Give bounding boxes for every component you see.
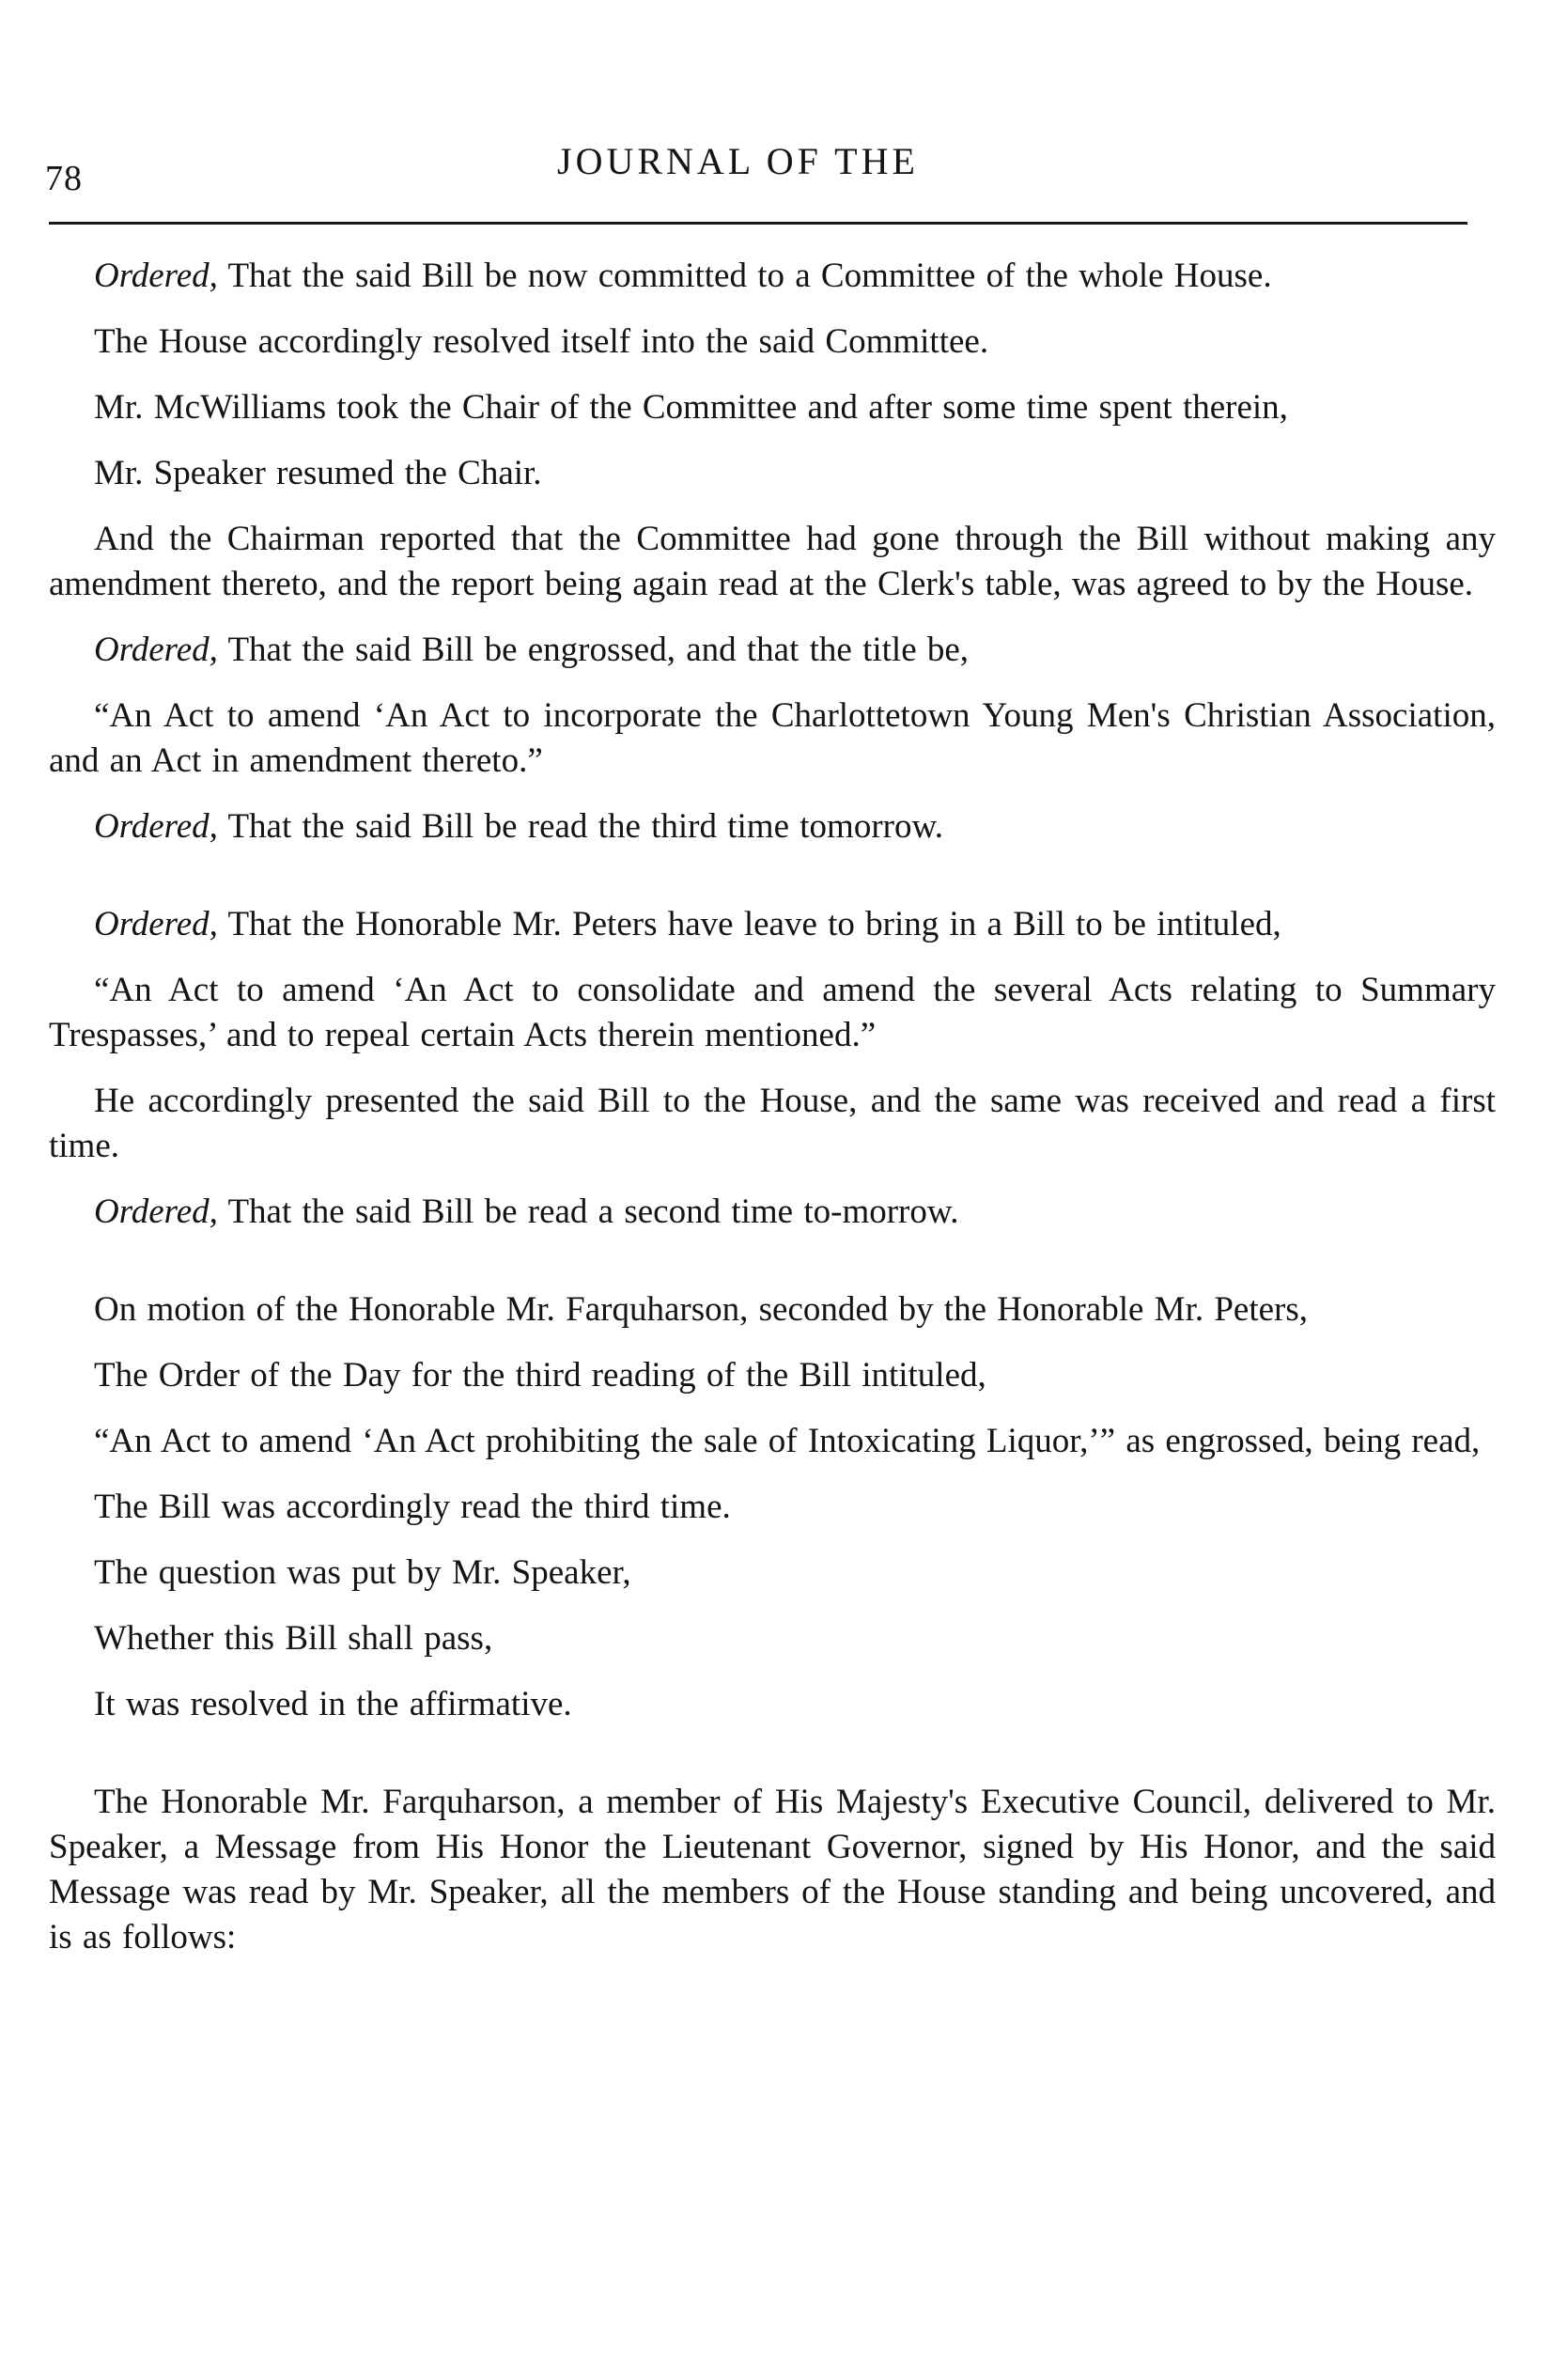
paragraph-third-reading — [49, 804, 1496, 849]
paragraph-message-delivered — [49, 1780, 1496, 1960]
ordered-label: Ordered, — [94, 631, 218, 669]
paragraph-text: It was resolved in the affirmative. — [94, 1685, 572, 1723]
paragraph-order-of-day — [49, 1353, 1496, 1398]
paragraph-act-title-trespasses — [49, 968, 1496, 1058]
page-number: 78 — [45, 159, 83, 198]
paragraph-text: And the Chairman reported that the Committee had gone through the Bill without making any amendment thereto, and the report being again read at the Clerk's table, was agreed to by the House. — [49, 520, 1496, 603]
ordered-label: Ordered, — [94, 1192, 218, 1231]
paragraph-act-title-liquor — [49, 1419, 1496, 1464]
paragraph-text: The House accordingly resolved itself into the said Committee. — [94, 322, 989, 361]
paragraph-engrossed — [49, 628, 1496, 673]
paragraph-text: The Honorable Mr. Farquharson, a member of His Majesty's Executive Council, delivered to Mr. Speaker, a Message from His Honor the Lieutenant Governor, signed by His Honor, and the said Message was read by Mr. Speaker, all the members of the House standing and being uncovered, and is as follows: — [49, 1783, 1496, 1956]
ordered-label: Ordered, — [94, 905, 218, 943]
paragraph-text: On motion of the Honorable Mr. Farquharson, seconded by the Honorable Mr. Peters, — [94, 1290, 1309, 1329]
paragraph-text: “An Act to amend ‘An Act to incorporate the Charlottetown Young Men's Christian Association, and an Act in amendment thereto.” — [49, 696, 1496, 780]
paragraph-text: Mr. McWilliams took the Chair of the Committee and after some time spent therein, — [94, 388, 1288, 427]
paragraph-motion — [49, 1287, 1496, 1333]
journal-body — [49, 254, 1496, 1960]
paragraph-text: That the Honorable Mr. Peters have leave to bring in a Bill to be intituled, — [217, 905, 1281, 943]
paragraph-speaker-resumed — [49, 451, 1496, 496]
paragraph-text: That the said Bill be read a second time to-morrow. — [217, 1192, 959, 1231]
paragraph-resolved-committee — [49, 320, 1496, 365]
paragraph-act-title-ymca — [49, 694, 1496, 784]
paragraph-text: The question was put by Mr. Speaker, — [94, 1553, 631, 1592]
paragraph-text: “An Act to amend ‘An Act to consolidate and amend the several Acts relating to Summary Trespasses,’ and to repeal certain Acts therein mentioned.” — [49, 971, 1496, 1054]
paragraph-chairman-reported — [49, 517, 1496, 607]
paragraph-read-third-time — [49, 1485, 1496, 1530]
paragraph-text: That the said Bill be now committed to a Committee of the whole House. — [217, 257, 1272, 295]
paragraph-question-put — [49, 1551, 1496, 1596]
header-rule — [49, 222, 1467, 225]
paragraph-text: The Bill was accordingly read the third time. — [94, 1488, 731, 1526]
paragraph-text: “An Act to amend ‘An Act prohibiting the sale of Intoxicating Liquor,’” as engrossed, being read, — [94, 1422, 1481, 1460]
paragraph-presented — [49, 1079, 1496, 1169]
paragraph-text: That the said Bill be engrossed, and that the title be, — [217, 631, 970, 669]
paragraph-peters-leave — [49, 902, 1496, 947]
paragraph-text: That the said Bill be read the third time tomorrow. — [217, 807, 944, 846]
ordered-label: Ordered, — [94, 807, 218, 846]
paragraph-affirmative — [49, 1682, 1496, 1727]
paragraph-text: Whether this Bill shall pass, — [94, 1619, 493, 1658]
page-header — [45, 130, 1464, 198]
ordered-label: Ordered, — [94, 257, 218, 295]
paragraph-second-reading — [49, 1190, 1496, 1235]
paragraph-text: Mr. Speaker resumed the Chair. — [94, 454, 542, 492]
paragraph-whether-pass — [49, 1616, 1496, 1661]
paragraph-committed — [49, 254, 1496, 299]
paragraph-text: He accordingly presented the said Bill to the House, and the same was received and read a first time. — [49, 1082, 1496, 1165]
running-head: JOURNAL OF THE — [557, 140, 919, 182]
paragraph-text: The Order of the Day for the third reading of the Bill intituled, — [94, 1356, 986, 1395]
paragraph-took-chair — [49, 385, 1496, 430]
